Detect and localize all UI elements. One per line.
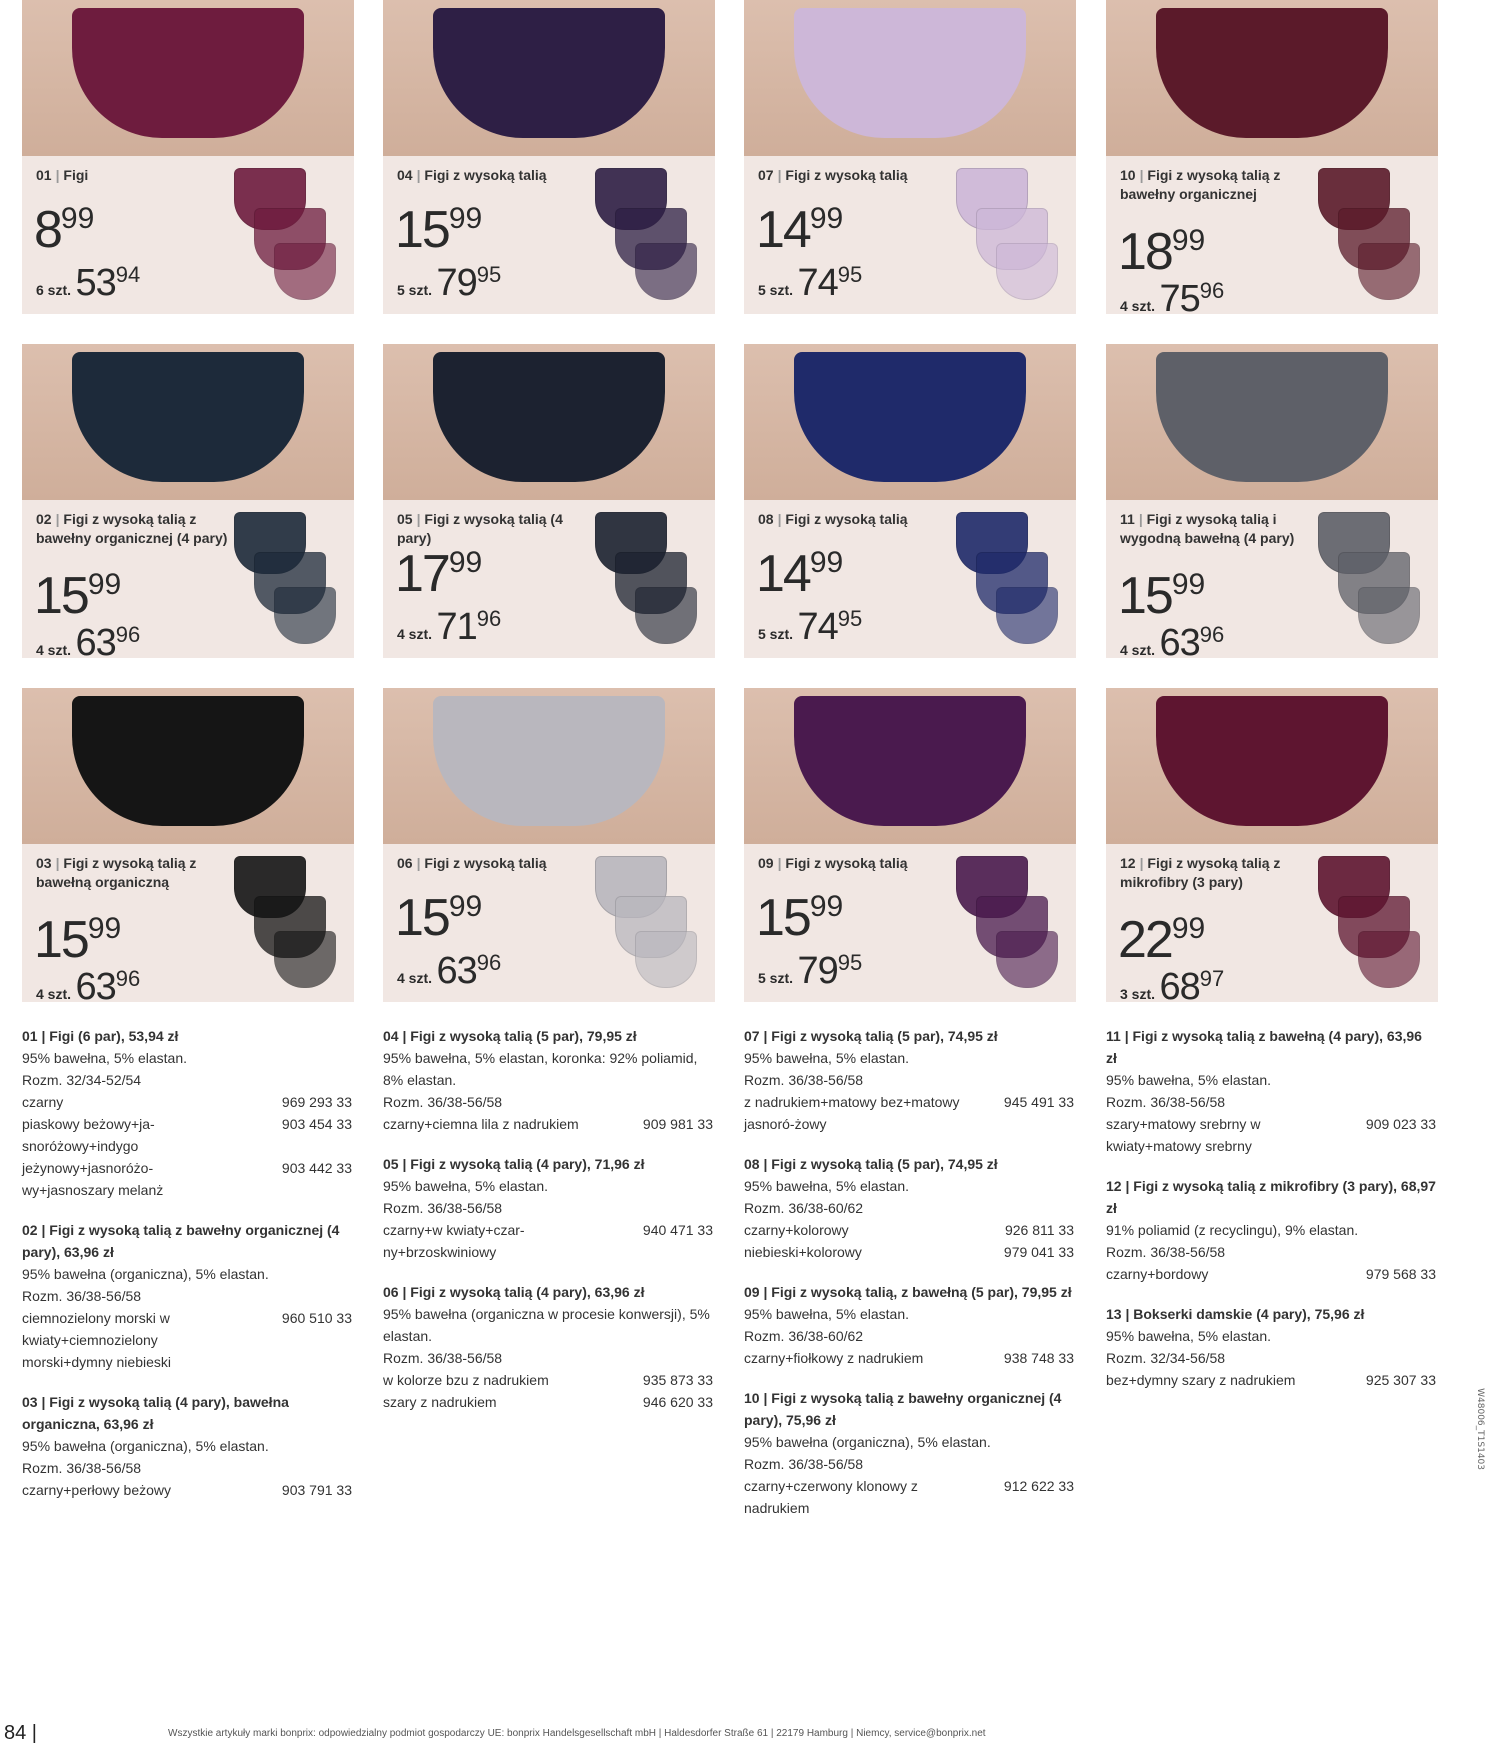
info-column xyxy=(383,1025,713,1431)
variant-code: 925 307 33 xyxy=(1365,1372,1436,1388)
product-number: 09 xyxy=(758,855,774,871)
unit-price: 899 xyxy=(34,201,95,259)
unit-price: 1899 xyxy=(1118,223,1206,281)
spec-line: 95% bawełna, 5% elastan. xyxy=(1106,1328,1271,1344)
page-number: 84 | xyxy=(4,1722,37,1744)
spec-title: 09 | Figi z wysoką talią, z bawełną (5 par), 79,95 zł xyxy=(744,1284,1072,1300)
spec-line: Rozm. 36/38-56/58 xyxy=(744,1456,864,1472)
product-photo xyxy=(1106,0,1438,156)
spec-title: 13 | Bokserki damskie (4 pary), 75,96 zł xyxy=(1106,1306,1365,1322)
variant-code: 912 622 33 xyxy=(1003,1478,1074,1494)
variant-color: czarny xyxy=(22,1094,64,1110)
variant-color: z nadrukiem+matowy bez+matowy jasnoró-żowy xyxy=(744,1094,960,1132)
variant-row xyxy=(22,1157,352,1201)
product-number: 04 xyxy=(397,167,413,183)
variant-code: 960 510 33 xyxy=(281,1310,352,1326)
product-tile[interactable] xyxy=(22,0,354,314)
product-photo xyxy=(22,688,354,844)
product-tile[interactable] xyxy=(744,688,1076,1002)
product-tile[interactable] xyxy=(1106,0,1438,314)
variant-row xyxy=(383,1113,713,1135)
product-tile[interactable] xyxy=(383,0,715,314)
variant-color: szary z nadrukiem xyxy=(383,1394,497,1410)
variant-color: czarny+perłowy beżowy xyxy=(22,1482,172,1498)
pack-thumbnails xyxy=(946,168,1066,308)
product-number: 10 xyxy=(1120,167,1136,183)
variant-code: 945 491 33 xyxy=(1003,1094,1074,1110)
unit-price: 2299 xyxy=(1118,911,1206,969)
product-name: Figi z wysoką talią z bawełny organicznej (4 pary) xyxy=(36,511,228,546)
variant-code: 969 293 33 xyxy=(281,1094,352,1110)
variant-code: 909 023 33 xyxy=(1365,1116,1436,1132)
spec-line: Rozm. 32/34-52/54 xyxy=(22,1072,142,1088)
spec-line: Rozm. 36/38-56/58 xyxy=(1106,1094,1226,1110)
product-name: Figi z wysoką talią xyxy=(785,855,908,871)
product-spec xyxy=(22,1025,352,1201)
product-photo xyxy=(383,688,715,844)
product-number: 11 xyxy=(1120,511,1135,527)
product-photo xyxy=(22,344,354,500)
variant-code: 979 568 33 xyxy=(1365,1266,1436,1282)
variant-code: 938 748 33 xyxy=(1003,1350,1074,1366)
product-tile[interactable] xyxy=(744,344,1076,658)
product-name: Figi z wysoką talią (4 pary) xyxy=(397,511,563,546)
variant-color: szary+matowy srebrny w kwiaty+matowy srebrny xyxy=(1106,1116,1261,1154)
unit-price: 1599 xyxy=(34,567,122,625)
product-label: 11 | Figi z wysoką talią i wygodną bawełną (4 pary) xyxy=(1120,511,1295,546)
legal-notice: Wszystkie artykuły marki bonprix: odpowiedzialny podmiot gospodarczy UE: bonprix Handelsgesellschaft mbH | Haldesdorfer Straße 61 | 22179 Hamburg | Niemcy, service@bonprix.net xyxy=(168,1728,986,1739)
pack-thumbnails xyxy=(585,856,705,996)
pack-price: 4 szt. 6396 xyxy=(36,622,141,658)
unit-price: 1599 xyxy=(34,911,122,969)
product-name: Figi z wysoką talią xyxy=(424,855,547,871)
variant-color: czarny+kolorowy xyxy=(744,1222,849,1238)
spec-line: Rozm. 36/38-60/62 xyxy=(744,1328,864,1344)
product-label: 04 | Figi z wysoką talią xyxy=(397,167,547,183)
variant-code: 946 620 33 xyxy=(642,1394,713,1410)
product-label: 01 | Figi xyxy=(36,167,89,183)
variant-row xyxy=(1106,1113,1436,1157)
variant-row xyxy=(744,1219,1074,1241)
variant-color: czarny+czerwony klonowy z nadrukiem xyxy=(744,1478,918,1516)
unit-price: 1599 xyxy=(1118,567,1206,625)
product-photo xyxy=(1106,688,1438,844)
spec-title: 07 | Figi z wysoką talią (5 par), 74,95 zł xyxy=(744,1028,998,1044)
product-spec xyxy=(744,1153,1074,1263)
variant-color: czarny+bordowy xyxy=(1106,1266,1209,1282)
product-tile[interactable] xyxy=(383,688,715,1002)
spec-line: 95% bawełna, 5% elastan. xyxy=(744,1178,909,1194)
variant-color: bez+dymny szary z nadrukiem xyxy=(1106,1372,1296,1388)
info-column xyxy=(1106,1025,1436,1409)
variant-row xyxy=(22,1479,352,1501)
product-spec xyxy=(383,1153,713,1263)
product-label: 09 | Figi z wysoką talią xyxy=(758,855,908,871)
variant-code: 940 471 33 xyxy=(642,1222,713,1238)
pack-thumbnails xyxy=(224,168,344,308)
pack-price: 4 szt. 7196 xyxy=(397,606,502,648)
spec-line: 95% bawełna, 5% elastan, koronka: 92% poliamid, 8% elastan. xyxy=(383,1050,698,1088)
unit-price: 1499 xyxy=(756,545,844,603)
spec-line: Rozm. 36/38-56/58 xyxy=(744,1072,864,1088)
variant-code: 935 873 33 xyxy=(642,1372,713,1388)
spec-line: 95% bawełna, 5% elastan. xyxy=(1106,1072,1271,1088)
unit-price: 1599 xyxy=(756,889,844,947)
pack-price: 4 szt. 6396 xyxy=(397,950,502,992)
product-number: 01 xyxy=(36,167,52,183)
unit-price: 1599 xyxy=(395,889,483,947)
product-label: 07 | Figi z wysoką talią xyxy=(758,167,908,183)
product-photo xyxy=(744,688,1076,844)
spec-line: Rozm. 36/38-56/58 xyxy=(383,1350,503,1366)
catalog-code: W48006_T1S1403 xyxy=(1475,1388,1485,1470)
pack-thumbnails xyxy=(224,856,344,996)
product-tile[interactable] xyxy=(383,344,715,658)
variant-color: ciemnozielony morski w kwiaty+ciemnozielony morski+dymny niebieski xyxy=(22,1310,171,1370)
product-photo xyxy=(1106,344,1438,500)
spec-title: 01 | Figi (6 par), 53,94 zł xyxy=(22,1028,179,1044)
variant-color: niebieski+kolorowy xyxy=(744,1244,862,1260)
product-name: Figi z wysoką talią z bawełną organiczną xyxy=(36,855,197,890)
product-photo xyxy=(744,0,1076,156)
product-spec xyxy=(744,1281,1074,1369)
spec-line: Rozm. 36/38-56/58 xyxy=(1106,1244,1226,1260)
spec-line: Rozm. 36/38-56/58 xyxy=(22,1460,142,1476)
spec-line: 95% bawełna (organiczna w procesie konwersji), 5% elastan. xyxy=(383,1306,710,1344)
product-spec xyxy=(744,1025,1074,1135)
pack-price: 5 szt. 7495 xyxy=(758,606,863,648)
page-footer xyxy=(0,1717,1493,1749)
product-label: 06 | Figi z wysoką talią xyxy=(397,855,547,871)
info-column xyxy=(744,1025,1074,1537)
spec-line: Rozm. 36/38-56/58 xyxy=(383,1094,503,1110)
product-tile[interactable] xyxy=(744,0,1076,314)
product-number: 08 xyxy=(758,511,774,527)
variant-row xyxy=(383,1391,713,1413)
spec-line: 95% bawełna, 5% elastan. xyxy=(744,1306,909,1322)
pack-thumbnails xyxy=(1308,512,1428,652)
spec-title: 04 | Figi z wysoką talią (5 par), 79,95 zł xyxy=(383,1028,637,1044)
product-spec xyxy=(1106,1175,1436,1285)
product-spec xyxy=(1106,1303,1436,1391)
spec-title: 11 | Figi z wysoką talią z bawełną (4 pary), 63,96 zł xyxy=(1106,1028,1422,1066)
variant-code: 903 454 33 xyxy=(281,1116,352,1132)
product-tile[interactable] xyxy=(22,688,354,1002)
pack-price: 4 szt. 6396 xyxy=(36,966,141,1002)
pack-thumbnails xyxy=(1308,856,1428,996)
product-spec xyxy=(744,1387,1074,1519)
spec-title: 12 | Figi z wysoką talią z mikrofibry (3 pary), 68,97 zł xyxy=(1106,1178,1436,1216)
variant-color: czarny+w kwiaty+czar-ny+brzoskwiniowy xyxy=(383,1222,525,1260)
variant-color: czarny+ciemna lila z nadrukiem xyxy=(383,1116,579,1132)
product-label: 03 | Figi z wysoką talią z bawełną organiczną xyxy=(36,855,197,890)
product-number: 12 xyxy=(1120,855,1136,871)
variant-code: 926 811 33 xyxy=(1004,1222,1074,1238)
pack-price: 5 szt. 7995 xyxy=(758,950,863,992)
product-photo xyxy=(744,344,1076,500)
pack-thumbnails xyxy=(585,168,705,308)
spec-line: 95% bawełna, 5% elastan. xyxy=(22,1050,187,1066)
variant-row xyxy=(744,1475,1074,1519)
product-spec xyxy=(1106,1025,1436,1157)
unit-price: 1799 xyxy=(395,545,483,603)
pack-thumbnails xyxy=(1308,168,1428,308)
product-spec xyxy=(22,1391,352,1501)
unit-price: 1599 xyxy=(395,201,483,259)
product-photo xyxy=(383,0,715,156)
product-name: Figi z wysoką talią xyxy=(785,167,908,183)
spec-title: 06 | Figi z wysoką talią (4 pary), 63,96 zł xyxy=(383,1284,645,1300)
variant-row xyxy=(1106,1263,1436,1285)
variant-row xyxy=(22,1091,352,1113)
pack-price: 4 szt. 6396 xyxy=(1120,622,1225,658)
spec-title: 02 | Figi z wysoką talią z bawełny organicznej (4 pary), 63,96 zł xyxy=(22,1222,340,1260)
variant-color: czarny+fiołkowy z nadrukiem xyxy=(744,1350,924,1366)
variant-code: 979 041 33 xyxy=(1003,1244,1074,1260)
info-column xyxy=(22,1025,352,1519)
pack-price: 5 szt. 7495 xyxy=(758,262,863,304)
variant-code: 903 791 33 xyxy=(281,1482,352,1498)
pack-price: 5 szt. 7995 xyxy=(397,262,502,304)
variant-code: 909 981 33 xyxy=(642,1116,713,1132)
spec-line: 95% bawełna (organiczna), 5% elastan. xyxy=(22,1266,269,1282)
product-label: 02 | Figi z wysoką talią z bawełny organicznej (4 pary) xyxy=(36,511,228,546)
product-name: Figi z wysoką talią z mikrofibry (3 pary) xyxy=(1120,855,1281,890)
spec-line: Rozm. 32/34-56/58 xyxy=(1106,1350,1226,1366)
product-spec xyxy=(22,1219,352,1373)
unit-price: 1499 xyxy=(756,201,844,259)
spec-line: 91% poliamid (z recyclingu), 9% elastan. xyxy=(1106,1222,1359,1238)
pack-price: 6 szt. 5394 xyxy=(36,262,141,304)
product-label: 12 | Figi z wysoką talią z mikrofibry (3 pary) xyxy=(1120,855,1281,890)
product-number: 03 xyxy=(36,855,52,871)
spec-line: 95% bawełna, 5% elastan. xyxy=(744,1050,909,1066)
spec-title: 08 | Figi z wysoką talią (5 par), 74,95 zł xyxy=(744,1156,998,1172)
product-number: 06 xyxy=(397,855,413,871)
pack-price: 4 szt. 7596 xyxy=(1120,278,1225,314)
spec-line: Rozm. 36/38-56/58 xyxy=(22,1288,142,1304)
spec-title: 03 | Figi z wysoką talią (4 pary), bawełna organiczna, 63,96 zł xyxy=(22,1394,289,1432)
product-spec xyxy=(383,1281,713,1413)
product-name: Figi z wysoką talią xyxy=(424,167,547,183)
product-spec xyxy=(383,1025,713,1135)
pack-thumbnails xyxy=(946,512,1066,652)
product-tile[interactable] xyxy=(22,344,354,658)
variant-row xyxy=(22,1307,352,1373)
product-tile[interactable] xyxy=(1106,344,1438,658)
spec-line: 95% bawełna, 5% elastan. xyxy=(383,1178,548,1194)
variant-row xyxy=(383,1219,713,1263)
spec-line: 95% bawełna (organiczna), 5% elastan. xyxy=(744,1434,991,1450)
variant-row xyxy=(22,1113,352,1157)
product-photo xyxy=(22,0,354,156)
spec-line: 95% bawełna (organiczna), 5% elastan. xyxy=(22,1438,269,1454)
variant-color: jeżynowy+jasnoróżo-wy+jasnoszary melanż xyxy=(22,1160,164,1198)
variant-row xyxy=(744,1347,1074,1369)
product-name: Figi z wysoką talią i wygodną bawełną (4 pary) xyxy=(1120,511,1295,546)
product-name: Figi z wysoką talią xyxy=(785,511,908,527)
product-number: 07 xyxy=(758,167,774,183)
variant-row xyxy=(744,1091,1074,1135)
spec-line: Rozm. 36/38-56/58 xyxy=(383,1200,503,1216)
product-label: 08 | Figi z wysoką talią xyxy=(758,511,908,527)
spec-line: Rozm. 36/38-60/62 xyxy=(744,1200,864,1216)
pack-price: 3 szt. 6897 xyxy=(1120,966,1225,1002)
product-number: 05 xyxy=(397,511,413,527)
spec-title: 05 | Figi z wysoką talią (4 pary), 71,96 zł xyxy=(383,1156,645,1172)
pack-thumbnails xyxy=(946,856,1066,996)
product-label: 05 | Figi z wysoką talią (4 pary) xyxy=(397,511,563,546)
product-photo xyxy=(383,344,715,500)
variant-color: w kolorze bzu z nadrukiem xyxy=(383,1372,549,1388)
product-label: 10 | Figi z wysoką talią z bawełny organicznej xyxy=(1120,167,1281,202)
product-tile[interactable] xyxy=(1106,688,1438,1002)
variant-row xyxy=(744,1241,1074,1263)
variant-row xyxy=(383,1369,713,1391)
product-number: 02 xyxy=(36,511,52,527)
variant-color: piaskowy beżowy+ja-snoróżowy+indygo xyxy=(22,1116,155,1154)
spec-title: 10 | Figi z wysoką talią z bawełny organicznej (4 pary), 75,96 zł xyxy=(744,1390,1062,1428)
pack-thumbnails xyxy=(585,512,705,652)
variant-code: 903 442 33 xyxy=(281,1160,352,1176)
product-name: Figi xyxy=(63,167,89,183)
variant-row xyxy=(1106,1369,1436,1391)
product-name: Figi z wysoką talią z bawełny organicznej xyxy=(1120,167,1281,202)
pack-thumbnails xyxy=(224,512,344,652)
